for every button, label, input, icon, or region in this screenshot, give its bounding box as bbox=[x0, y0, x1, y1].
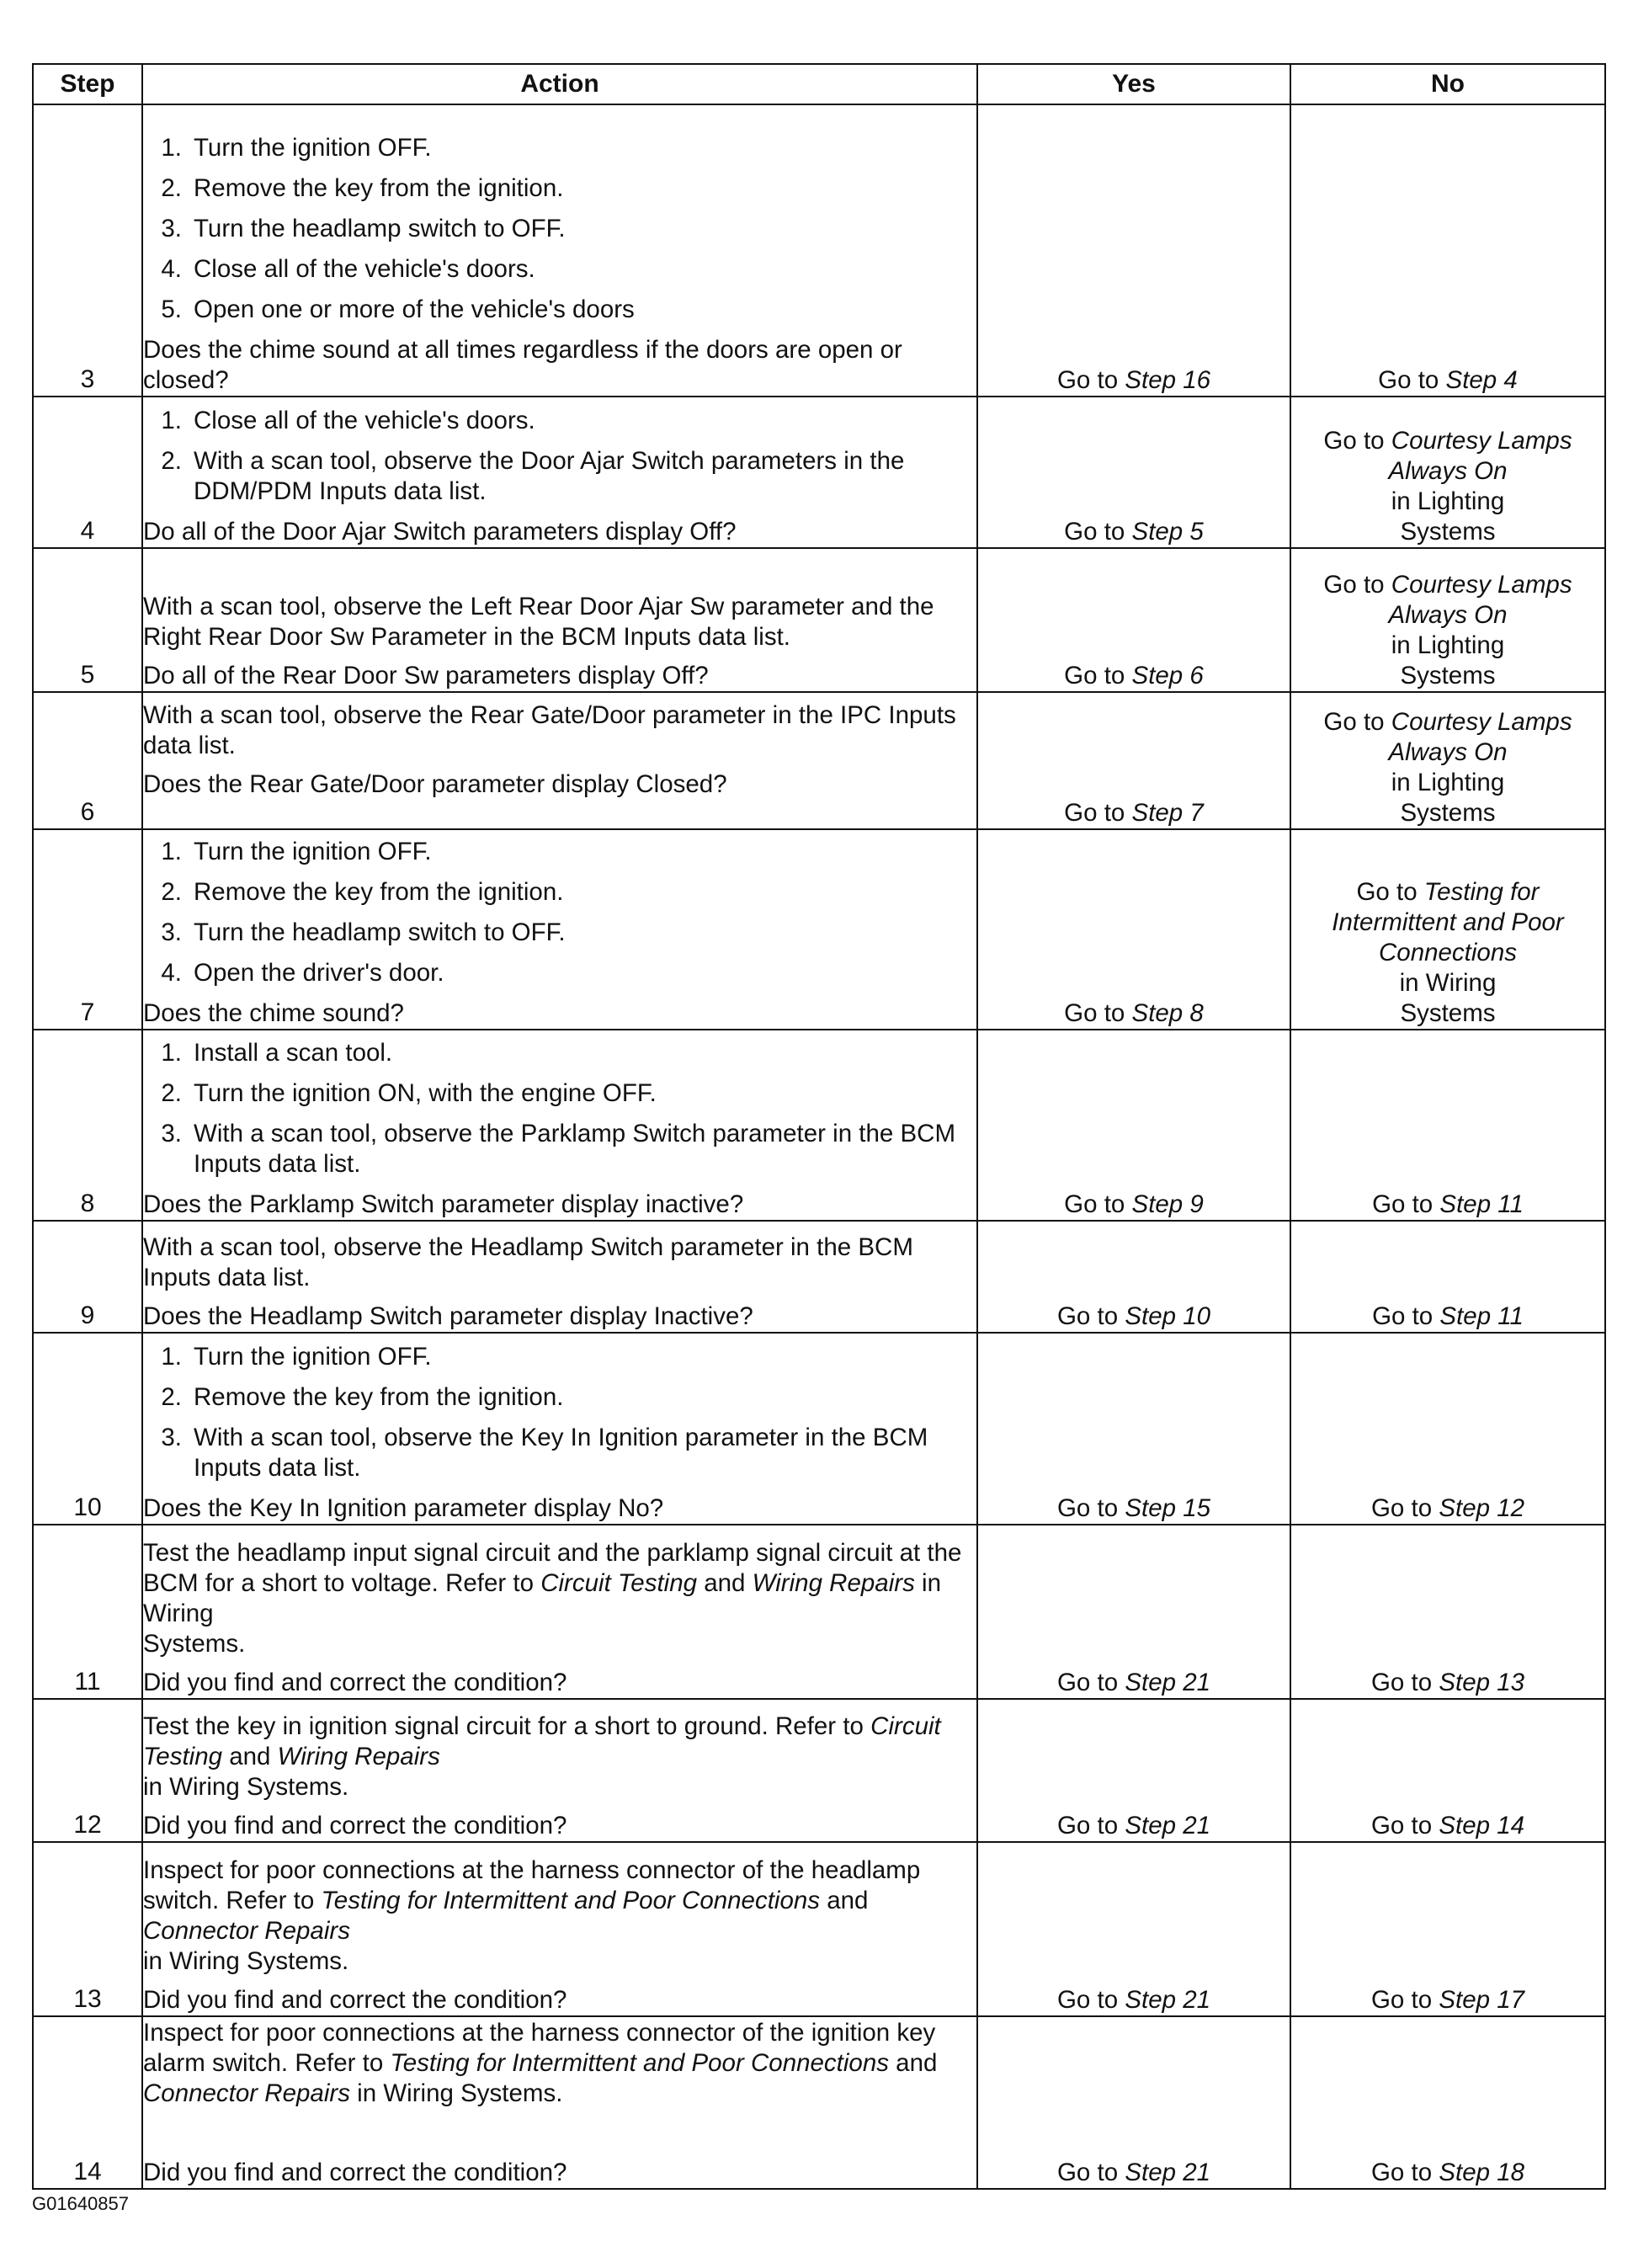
step-number: 8 bbox=[33, 1030, 142, 1221]
question-text: Do all of the Rear Door Sw parameters display Off? bbox=[143, 662, 709, 690]
list-item: 1. Close all of the vehicle's doors. bbox=[161, 407, 535, 435]
action-cell bbox=[142, 2016, 977, 2189]
no-cell: Go to Testing for Intermittent and Poor Connections in Wiring Systems bbox=[1290, 829, 1605, 1030]
yes-cell: Go to Step 9 bbox=[977, 1030, 1290, 1221]
question-text: Does the chime sound? bbox=[143, 999, 404, 1028]
list-item: 2. Remove the key from the ignition. bbox=[161, 878, 564, 907]
question-text: Do all of the Door Ajar Switch parameters display Off? bbox=[143, 518, 737, 546]
step-number: 6 bbox=[33, 692, 142, 829]
list-item: 1. Turn the ignition OFF. bbox=[161, 134, 432, 162]
step-number: 5 bbox=[33, 548, 142, 692]
question-text: Did you find and correct the condition? bbox=[143, 1669, 567, 1697]
step-number: 4 bbox=[33, 397, 142, 548]
step-number: 10 bbox=[33, 1333, 142, 1525]
yes-cell: Go to Step 21 bbox=[977, 1699, 1290, 1842]
yes-cell: Go to Step 21 bbox=[977, 1525, 1290, 1699]
instruction-text: Inspect for poor connections at the harness connector of the ignition key alarm switch. Refer to Testing for Intermittent and Poor Connections and Connector Repairs in Wiring Systems. bbox=[143, 2019, 938, 2108]
no-cell: Go to Step 4 bbox=[1290, 104, 1605, 397]
yes-cell: Go to Step 8 bbox=[977, 829, 1290, 1030]
table-row bbox=[33, 1333, 1605, 1525]
list-item: 3. Turn the headlamp switch to OFF. bbox=[161, 918, 566, 947]
action-cell bbox=[142, 1699, 977, 1842]
step-number: 11 bbox=[33, 1525, 142, 1699]
question-text: Does the Key In Ignition parameter display No? bbox=[143, 1494, 664, 1523]
instruction-text: With a scan tool, observe the Rear Gate/Door parameter in the IPC Inputs data list. bbox=[143, 701, 956, 760]
question-text: Did you find and correct the condition? bbox=[143, 2159, 567, 2187]
table-row bbox=[33, 692, 1605, 829]
step-number: 12 bbox=[33, 1699, 142, 1842]
question-text: Does the chime sound at all times regardless if the doors are open or closed? bbox=[143, 336, 902, 395]
list-item: 1. Turn the ignition OFF. bbox=[161, 838, 432, 866]
list-item: 3. With a scan tool, observe the Key In Ignition parameter in the BCM Inputs data list. bbox=[161, 1424, 928, 1483]
table-row bbox=[33, 397, 1605, 548]
yes-cell: Go to Step 21 bbox=[977, 2016, 1290, 2189]
yes-cell: Go to Step 21 bbox=[977, 1842, 1290, 2016]
list-item: 2. Turn the ignition ON, with the engine OFF. bbox=[161, 1079, 657, 1108]
diagnostic-table bbox=[32, 63, 1606, 2190]
action-cell bbox=[142, 1030, 977, 1221]
yes-cell: Go to Step 15 bbox=[977, 1333, 1290, 1525]
table-row bbox=[33, 104, 1605, 397]
step-number: 14 bbox=[33, 2016, 142, 2189]
question-text: Did you find and correct the condition? bbox=[143, 1812, 567, 1840]
yes-cell: Go to Step 16 bbox=[977, 104, 1290, 397]
list-item: 2. With a scan tool, observe the Door Ajar Switch parameters in the DDM/PDM Inputs data list. bbox=[161, 447, 905, 506]
instruction-text: Inspect for poor connections at the harness connector of the headlamp switch. Refer to Testing for Intermittent and Poor Connections and Connector Repairs in Wiring Systems. bbox=[143, 1856, 921, 1976]
step-number: 13 bbox=[33, 1842, 142, 2016]
table-row bbox=[33, 1699, 1605, 1842]
list-item: 3. With a scan tool, observe the Parklamp Switch parameter in the BCM Inputs data list. bbox=[161, 1120, 956, 1179]
no-cell: Go to Step 17 bbox=[1290, 1842, 1605, 2016]
header-step: Step bbox=[33, 64, 142, 104]
table-row bbox=[33, 1842, 1605, 2016]
action-cell bbox=[142, 1842, 977, 2016]
action-cell bbox=[142, 397, 977, 548]
action-cell bbox=[142, 1525, 977, 1699]
yes-cell: Go to Step 5 bbox=[977, 397, 1290, 548]
list-item: 3. Turn the headlamp switch to OFF. bbox=[161, 215, 566, 243]
question-text: Did you find and correct the condition? bbox=[143, 1986, 567, 2015]
yes-cell: Go to Step 6 bbox=[977, 548, 1290, 692]
no-cell: Go to Courtesy Lamps Always On in Lighting Systems bbox=[1290, 548, 1605, 692]
step-number: 9 bbox=[33, 1221, 142, 1333]
table-row bbox=[33, 2016, 1605, 2189]
step-number: 7 bbox=[33, 829, 142, 1030]
table-row bbox=[33, 1525, 1605, 1699]
step-number: 3 bbox=[33, 104, 142, 397]
figure-id: G01640857 bbox=[32, 2193, 129, 2214]
instruction-text: With a scan tool, observe the Left Rear Door Ajar Sw parameter and the Right Rear Door Sw Parameter in the BCM Inputs data list. bbox=[143, 593, 934, 652]
action-cell bbox=[142, 692, 977, 829]
no-cell: Go to Courtesy Lamps Always On in Lighting Systems bbox=[1290, 692, 1605, 829]
no-cell: Go to Step 18 bbox=[1290, 2016, 1605, 2189]
no-cell: Go to Step 12 bbox=[1290, 1333, 1605, 1525]
no-cell: Go to Courtesy Lamps Always On in Lighting Systems bbox=[1290, 397, 1605, 548]
table-row bbox=[33, 829, 1605, 1030]
action-cell bbox=[142, 1221, 977, 1333]
no-cell: Go to Step 11 bbox=[1290, 1030, 1605, 1221]
list-item: 1. Turn the ignition OFF. bbox=[161, 1343, 432, 1371]
list-item: 1. Install a scan tool. bbox=[161, 1039, 393, 1067]
list-item: 2. Remove the key from the ignition. bbox=[161, 1383, 564, 1412]
list-item: 5. Open one or more of the vehicle's doors bbox=[161, 295, 635, 324]
table-row bbox=[33, 1030, 1605, 1221]
question-text: Does the Parklamp Switch parameter display inactive? bbox=[143, 1190, 744, 1219]
no-cell: Go to Step 11 bbox=[1290, 1221, 1605, 1333]
table-row bbox=[33, 548, 1605, 692]
action-cell bbox=[142, 1333, 977, 1525]
action-cell bbox=[142, 104, 977, 397]
yes-cell: Go to Step 10 bbox=[977, 1221, 1290, 1333]
no-cell: Go to Step 14 bbox=[1290, 1699, 1605, 1842]
header-action: Action bbox=[142, 64, 977, 104]
list-item: 2. Remove the key from the ignition. bbox=[161, 174, 564, 203]
header-no: No bbox=[1290, 64, 1605, 104]
instruction-text: With a scan tool, observe the Headlamp Switch parameter in the BCM Inputs data list. bbox=[143, 1233, 913, 1292]
question-text: Does the Headlamp Switch parameter display Inactive? bbox=[143, 1302, 753, 1331]
no-cell: Go to Step 13 bbox=[1290, 1525, 1605, 1699]
question-text: Does the Rear Gate/Door parameter display Closed? bbox=[143, 770, 727, 799]
yes-cell: Go to Step 7 bbox=[977, 692, 1290, 829]
action-cell bbox=[142, 829, 977, 1030]
list-item: 4. Open the driver's door. bbox=[161, 959, 444, 988]
table-row bbox=[33, 1221, 1605, 1333]
instruction-text: Test the key in ignition signal circuit for a short to ground. Refer to Circuit Testing and Wiring Repairs in Wiring Systems. bbox=[143, 1712, 941, 1802]
header-yes: Yes bbox=[977, 64, 1290, 104]
action-cell bbox=[142, 548, 977, 692]
table-header-row bbox=[33, 64, 1605, 104]
list-item: 4. Close all of the vehicle's doors. bbox=[161, 255, 535, 284]
instruction-text: Test the headlamp input signal circuit and the parklamp signal circuit at the BCM for a short to voltage. Refer to Circuit Testing and Wiring Repairs in Wiring Systems. bbox=[143, 1539, 962, 1658]
